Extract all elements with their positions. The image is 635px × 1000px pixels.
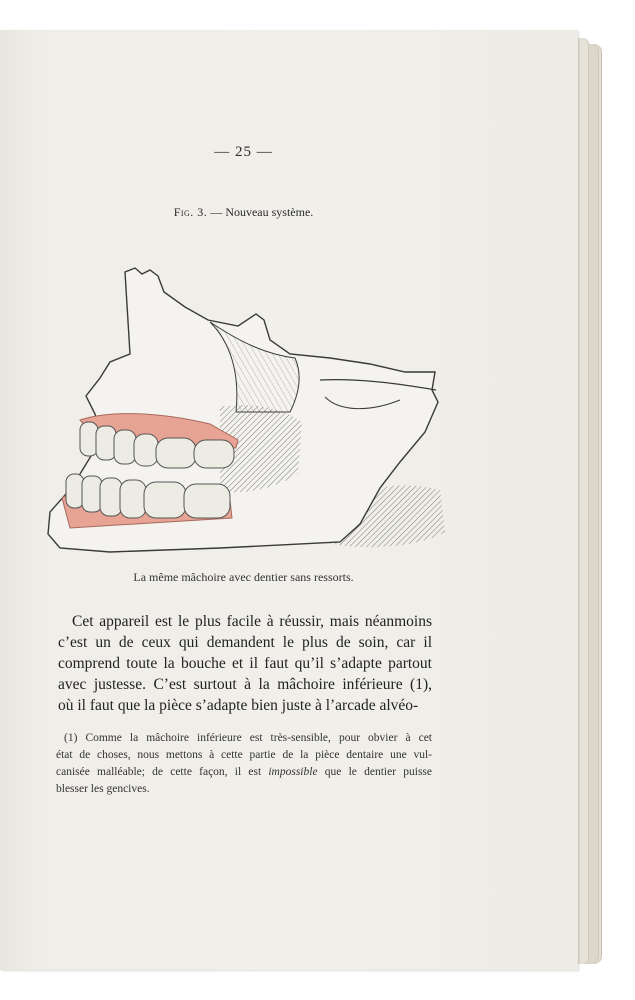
- footnote-line: (1) Comme la mâchoire inférieure est très-sensible, pour obvier à cet: [64, 732, 432, 744]
- body-line: Cet appareil est le plus facile à réussir, mais néanmoins: [72, 613, 432, 630]
- body-line: comprend toute la bouche et il faut qu’il s’adapte partout: [58, 655, 432, 672]
- figure-caption: [0, 205, 487, 220]
- figure-label: Fig. 3.: [173, 205, 208, 219]
- body-line: c’est un de ceux qui demandent le plus de soin, car il: [58, 634, 432, 651]
- figure-title: — Nouveau système.: [210, 205, 314, 219]
- footnote-text: canisée malléable; de cette façon, il est: [56, 766, 262, 778]
- book-page: [0, 30, 578, 970]
- footnote-line: blesser les gencives.: [56, 783, 150, 795]
- footnote-emphasis: impossible: [268, 766, 318, 778]
- page-number: — 25 —: [214, 144, 273, 160]
- body-line: où il faut que la pièce s’adapte bien juste à l’arcade alvéo-: [58, 697, 419, 714]
- footnote-text: que le dentier puisse: [324, 766, 432, 778]
- footnote-line: état de choses, nous mettons à cette partie de la pièce dentaire une vul-: [56, 749, 432, 761]
- jaw-illustration: [40, 262, 450, 582]
- body-line: avec justesse. C’est surtout à la mâchoire inférieure (1),: [58, 676, 432, 693]
- footnote: [56, 730, 432, 798]
- illustration-caption: La même mâchoire avec dentier sans ressorts.: [133, 570, 354, 584]
- body-paragraph: [58, 611, 432, 716]
- footnote-line: [56, 764, 432, 781]
